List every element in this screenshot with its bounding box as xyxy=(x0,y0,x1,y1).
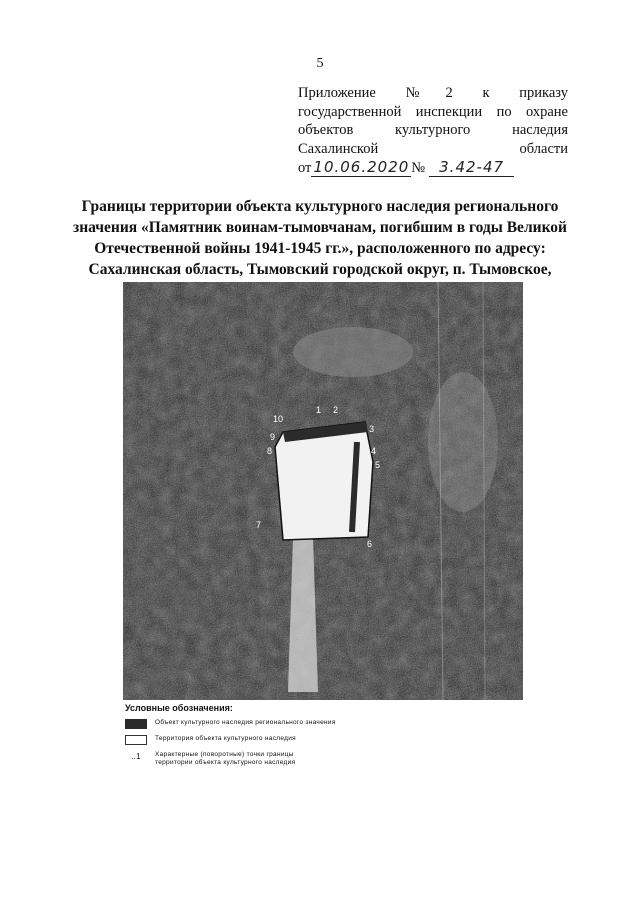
title-line-2: значения «Памятник воинам-тымовчанам, погибшим в годы Великой xyxy=(73,219,567,236)
appendix-block xyxy=(298,84,568,178)
legend-text: Объект культурного наследия регионального значения xyxy=(155,719,336,726)
appendix-line-2: государственной инспекции по охране xyxy=(298,103,568,120)
appendix-line-1: Приложение №2 к приказу xyxy=(298,85,568,101)
appendix-line-4: Сахалинской области xyxy=(298,140,568,157)
legend-item-object xyxy=(125,719,505,729)
point-label: 10 xyxy=(273,414,284,424)
appendix-number: 3.42-47 xyxy=(429,158,514,177)
page-number: 5 xyxy=(316,56,324,71)
point-label: 7 xyxy=(256,520,262,530)
map-light-area xyxy=(428,372,498,512)
legend-item-points xyxy=(125,751,505,767)
point-label: 9 xyxy=(270,432,276,442)
legend-text xyxy=(155,751,295,767)
appendix-from-label: от xyxy=(298,160,312,176)
appendix-line-3: объектов культурного наследия xyxy=(298,122,568,138)
legend-item-territory xyxy=(125,735,505,745)
point-label: 1 xyxy=(316,405,322,415)
point-label: 2 xyxy=(333,405,339,415)
aerial-map xyxy=(123,282,523,700)
appendix-date: 10.06.2020 xyxy=(313,158,410,176)
legend-text: Территория объекта культурного наследия xyxy=(155,735,296,742)
title-line-4: Сахалинская область, Тымовский городской округ, п. Тымовское, xyxy=(88,261,552,278)
appendix-number-label: № xyxy=(411,160,426,176)
legend-text-line: территории объекта культурного наследия xyxy=(155,759,296,766)
legend-swatch-object xyxy=(125,719,147,729)
legend-swatch-territory xyxy=(125,735,147,745)
point-label: 5 xyxy=(375,460,381,470)
map-legend xyxy=(125,703,505,773)
legend-text-line: Характерные (поворотные) точки границы xyxy=(155,751,294,758)
point-label: 8 xyxy=(267,446,273,456)
legend-point-symbol: ..1 xyxy=(131,751,141,761)
point-label: 6 xyxy=(367,539,373,549)
point-label: 3 xyxy=(369,424,375,434)
aerial-map-svg xyxy=(123,282,523,700)
point-label: 4 xyxy=(371,446,377,456)
legend-title: Условные обозначения: xyxy=(125,703,233,713)
title-line-1: Границы территории объекта культурного наследия регионального xyxy=(81,198,559,215)
title-line-3: Отечественной войны 1941-1945 гг.», расположенного по адресу: xyxy=(94,240,546,257)
map-walkway xyxy=(288,537,318,692)
appendix-date-line xyxy=(298,158,568,178)
map-light-area xyxy=(293,327,413,377)
